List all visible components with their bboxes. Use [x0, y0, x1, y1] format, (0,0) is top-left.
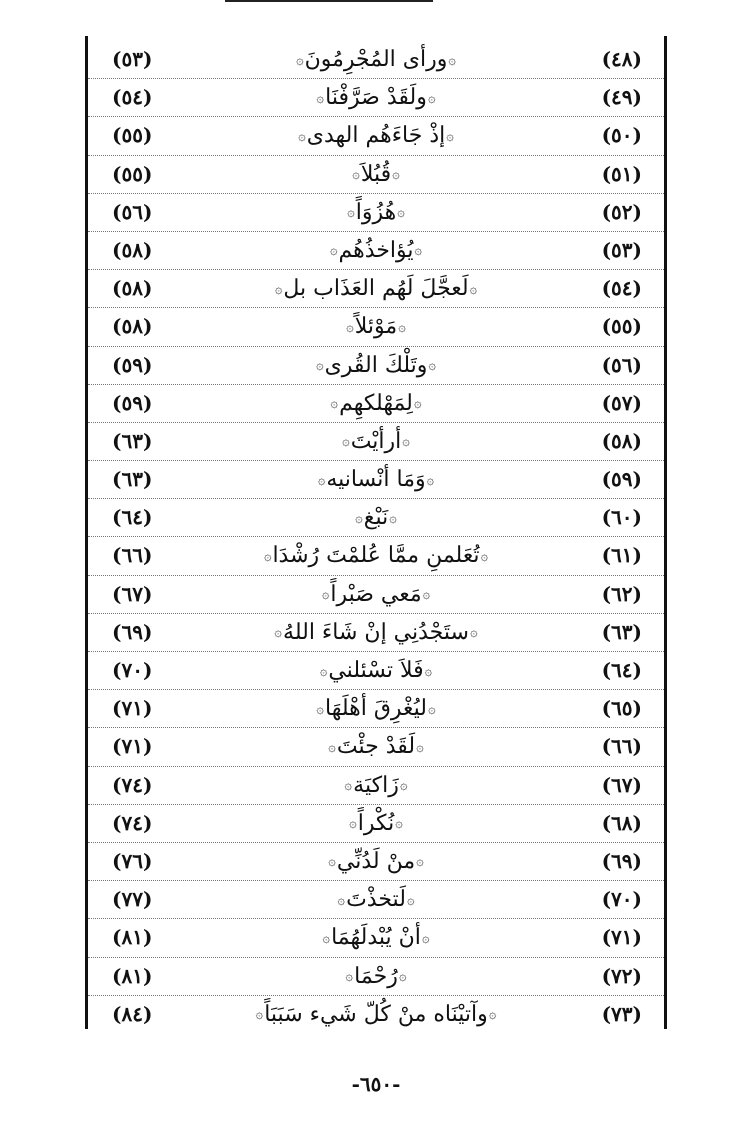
quran-word-cell — [88, 537, 664, 574]
page-reference: (٥٨) — [112, 237, 153, 262]
ornament-bracket-icon: ۞ — [488, 1007, 497, 1023]
quran-word-cell — [88, 423, 664, 460]
ornament-bracket-icon: ۞ — [263, 548, 272, 564]
quran-word: لِمَهْلكهِم — [339, 390, 413, 416]
page-reference: (٧٦) — [112, 848, 153, 873]
verse-number: (٦١) — [601, 543, 642, 568]
verse-number: (٦٩) — [601, 848, 642, 873]
ornament-bracket-icon: ۞ — [274, 281, 283, 297]
ornament-bracket-icon: ۞ — [344, 778, 353, 794]
page-reference: (٦٣) — [112, 467, 153, 492]
quran-word: وَمَا أنْسانيه — [326, 467, 426, 493]
page-reference: (٧٤) — [112, 772, 153, 797]
ornament-bracket-icon: ۞ — [398, 969, 407, 984]
quran-word-cell — [88, 805, 664, 842]
verse-number: (٥١) — [601, 161, 642, 186]
table-row — [88, 461, 664, 499]
verse-number: (٥٠) — [601, 123, 642, 148]
ornament-bracket-icon: ۞ — [427, 90, 436, 106]
ornament-bracket-icon: ۞ — [322, 930, 331, 946]
quran-word-cell — [88, 958, 664, 995]
quran-word-cell — [88, 232, 664, 269]
quran-word: مَوْئلاً — [354, 314, 398, 340]
ornament-bracket-icon: ۞ — [328, 854, 336, 870]
quran-word: منْ لَدُنِّي — [336, 848, 416, 874]
quran-word: نُكْراً — [357, 810, 395, 836]
quran-word-cell — [88, 117, 664, 154]
quran-word-cell — [88, 461, 664, 498]
table-row — [88, 652, 664, 690]
quran-word: أرأيْتَ — [350, 428, 402, 454]
quran-word-cell — [88, 79, 664, 116]
ornament-bracket-icon: ۞ — [428, 701, 436, 717]
ornament-bracket-icon: ۞ — [480, 548, 489, 564]
ornament-bracket-icon: ۞ — [406, 892, 415, 908]
page-reference: (٨١) — [112, 925, 153, 950]
quran-word: ليُغْرِقَ أهْلَهَا — [325, 696, 427, 722]
page-reference: (٧٠) — [112, 658, 153, 682]
quran-word-cell — [88, 499, 664, 536]
quran-word: هُزُوَاً — [355, 199, 397, 225]
verse-number: (٦٣) — [601, 619, 642, 644]
ornament-bracket-icon: ۞ — [315, 358, 324, 373]
ornament-bracket-icon: ۞ — [346, 319, 354, 335]
ornament-bracket-icon: ۞ — [426, 472, 435, 488]
quran-word-cell — [88, 576, 664, 613]
table-row — [88, 919, 664, 957]
ornament-bracket-icon: ۞ — [398, 319, 406, 335]
verse-number: (٤٨) — [601, 47, 642, 71]
index-table — [88, 41, 664, 1034]
page-reference: (٧١) — [112, 696, 153, 721]
quran-word-cell — [88, 843, 664, 880]
ornament-bracket-icon: ۞ — [329, 243, 338, 259]
page-reference: (٦٩) — [112, 619, 153, 644]
table-row — [88, 385, 664, 423]
quran-word: زَاكيَة — [353, 772, 399, 798]
table-row — [88, 79, 664, 117]
ornament-bracket-icon: ۞ — [255, 1007, 264, 1023]
quran-word-cell — [88, 347, 664, 384]
ornament-bracket-icon: ۞ — [428, 358, 437, 373]
ornament-bracket-icon: ۞ — [342, 434, 350, 450]
page-reference: (٥٩) — [112, 352, 153, 377]
page-reference: (٦٧) — [112, 581, 153, 606]
quran-word: مَعي صَبْراً — [330, 581, 422, 607]
ornament-bracket-icon: ۞ — [352, 167, 360, 183]
table-row — [88, 41, 664, 79]
page-reference: (٧١) — [112, 734, 153, 759]
verse-number: (٥٣) — [601, 237, 642, 262]
ornament-bracket-icon: ۞ — [317, 472, 326, 488]
page-reference: (٦٦) — [112, 543, 153, 568]
quran-word: لَقَدْ جئْتَ — [336, 734, 416, 760]
table-row — [88, 308, 664, 346]
quran-word-cell — [88, 767, 664, 804]
verse-number: (٧٠) — [601, 887, 642, 912]
table-row — [88, 690, 664, 728]
ornament-bracket-icon: ۞ — [414, 243, 423, 259]
quran-word-cell — [88, 308, 664, 345]
top-rule — [225, 0, 433, 2]
page-reference: (٥٩) — [112, 390, 153, 415]
table-row — [88, 194, 664, 232]
table-row — [88, 117, 664, 155]
page-reference: (٥٥) — [112, 123, 153, 148]
ornament-bracket-icon: ۞ — [355, 510, 363, 526]
verse-number: (٥٢) — [601, 199, 642, 224]
quran-word-cell — [88, 919, 664, 956]
quran-word-cell — [88, 728, 664, 765]
page-reference: (٧٤) — [112, 810, 153, 835]
quran-word-cell — [88, 652, 664, 689]
quran-word-cell — [88, 690, 664, 727]
ornament-bracket-icon: ۞ — [416, 854, 424, 870]
page-reference: (٥٦) — [112, 199, 153, 224]
page-reference: (٥٨) — [112, 276, 153, 301]
table-row — [88, 232, 664, 270]
ornament-bracket-icon: ۞ — [424, 663, 433, 679]
verse-number: (٥٤) — [601, 276, 642, 301]
verse-number: (٦٨) — [601, 810, 642, 835]
quran-word-cell — [88, 881, 664, 918]
table-row — [88, 499, 664, 537]
page-reference: (٨٤) — [112, 1001, 153, 1026]
verse-number: (٥٩) — [601, 467, 642, 492]
quran-word: وتَلْكَ القُرى — [324, 352, 428, 378]
verse-number: (٦٧) — [601, 772, 642, 797]
verse-number: (٧١) — [601, 925, 642, 950]
ornament-bracket-icon: ۞ — [349, 816, 357, 832]
ornament-bracket-icon: ۞ — [446, 128, 454, 144]
ornament-bracket-icon: ۞ — [416, 739, 424, 755]
quran-word: يُؤاخذُهُم — [338, 237, 414, 263]
page-reference: (٥٤) — [112, 85, 153, 110]
page-number: -٦٥٠- — [351, 1072, 401, 1096]
table-row — [88, 805, 664, 843]
ornament-bracket-icon: ۞ — [448, 52, 456, 68]
ornament-bracket-icon: ۞ — [413, 396, 422, 412]
verse-number: (٦٥) — [601, 696, 642, 721]
quran-word: وآتيْنَاه منْ كُلّ شَيء سَبَبَاً — [264, 1001, 488, 1027]
table-row — [88, 843, 664, 881]
verse-number: (٦٤) — [601, 658, 642, 682]
verse-number: (٥٨) — [601, 428, 642, 453]
table-row — [88, 347, 664, 385]
page-reference: (٧٧) — [112, 887, 153, 912]
ornament-bracket-icon: ۞ — [298, 128, 306, 144]
quran-word-cell — [88, 270, 664, 307]
page-reference: (٥٥) — [112, 161, 153, 186]
ornament-bracket-icon: ۞ — [295, 52, 304, 68]
ornament-bracket-icon: ۞ — [399, 778, 408, 794]
ornament-bracket-icon: ۞ — [469, 281, 478, 297]
quran-word: رُحْمَا — [354, 963, 398, 989]
table-row — [88, 728, 664, 766]
verse-number: (٧٢) — [601, 963, 642, 988]
verse-number: (٥٧) — [601, 390, 642, 415]
quran-word: قُبُلاَ — [360, 161, 392, 187]
verse-number: (٦٦) — [601, 734, 642, 759]
page-reference: (٥٣) — [112, 47, 153, 71]
page-reference: (٦٣) — [112, 428, 153, 453]
quran-word: تُعَلمنِ ممَّا عُلمْتَ رُشْدَا — [272, 543, 480, 569]
quran-word: إذْ جَاءَهُم الهدى — [306, 123, 446, 149]
ornament-bracket-icon: ۞ — [330, 396, 339, 412]
table-row — [88, 614, 664, 652]
table-row — [88, 156, 664, 194]
page-reference: (٦٤) — [112, 505, 153, 530]
quran-word-cell — [88, 156, 664, 193]
ornament-bracket-icon: ۞ — [389, 510, 397, 526]
ornament-bracket-icon: ۞ — [316, 701, 324, 717]
ornament-bracket-icon: ۞ — [321, 587, 330, 603]
table-row — [88, 767, 664, 805]
ornament-bracket-icon: ۞ — [395, 816, 403, 832]
quran-word-cell — [88, 614, 664, 651]
table-row — [88, 958, 664, 996]
quran-word: لَتخذْتَ — [346, 887, 406, 913]
ornament-bracket-icon: ۞ — [274, 625, 283, 641]
table-row — [88, 423, 664, 461]
quran-word-cell — [88, 996, 664, 1033]
quran-word: فَلاَ تسْئلني — [328, 658, 424, 683]
quran-word-cell — [88, 41, 664, 78]
ornament-bracket-icon: ۞ — [345, 969, 354, 984]
ornament-bracket-icon: ۞ — [328, 739, 336, 755]
ornament-bracket-icon: ۞ — [319, 663, 328, 679]
ornament-bracket-icon: ۞ — [469, 625, 478, 641]
verse-number: (٧٣) — [601, 1001, 642, 1026]
ornament-bracket-icon: ۞ — [421, 930, 430, 946]
table-row — [88, 576, 664, 614]
verse-number: (٥٦) — [601, 352, 642, 377]
verse-number: (٤٩) — [601, 85, 642, 110]
ornament-bracket-icon: ۞ — [422, 587, 431, 603]
ornament-bracket-icon: ۞ — [392, 167, 400, 183]
quran-word-cell — [88, 385, 664, 422]
quran-word: نَبْغ — [363, 505, 389, 531]
quran-word: ستَجْدُنِي إنْ شَاءَ اللهُ — [283, 619, 469, 645]
table-row — [88, 996, 664, 1034]
table-row — [88, 537, 664, 575]
quran-word: أنْ يُبْدلَهُمَا — [331, 925, 421, 951]
ornament-bracket-icon: ۞ — [316, 90, 325, 106]
verse-number: (٦٠) — [601, 505, 642, 530]
ornament-bracket-icon: ۞ — [337, 892, 346, 908]
ornament-bracket-icon: ۞ — [402, 434, 410, 450]
verse-number: (٥٥) — [601, 314, 642, 339]
ornament-bracket-icon: ۞ — [397, 205, 405, 221]
quran-word-cell — [88, 194, 664, 231]
quran-word: ورأى المُجْرِمُونَ — [304, 47, 448, 72]
table-row — [88, 881, 664, 919]
quran-word: لَعجَّلَ لَهُم العَذَاب بل — [283, 276, 469, 302]
ornament-bracket-icon: ۞ — [347, 205, 355, 221]
verse-number: (٦٢) — [601, 581, 642, 606]
page-reference: (٥٨) — [112, 314, 153, 339]
table-row — [88, 270, 664, 308]
quran-word: ولَقَدْ صَرَّفْنَا — [325, 85, 427, 111]
page-reference: (٨١) — [112, 963, 153, 988]
